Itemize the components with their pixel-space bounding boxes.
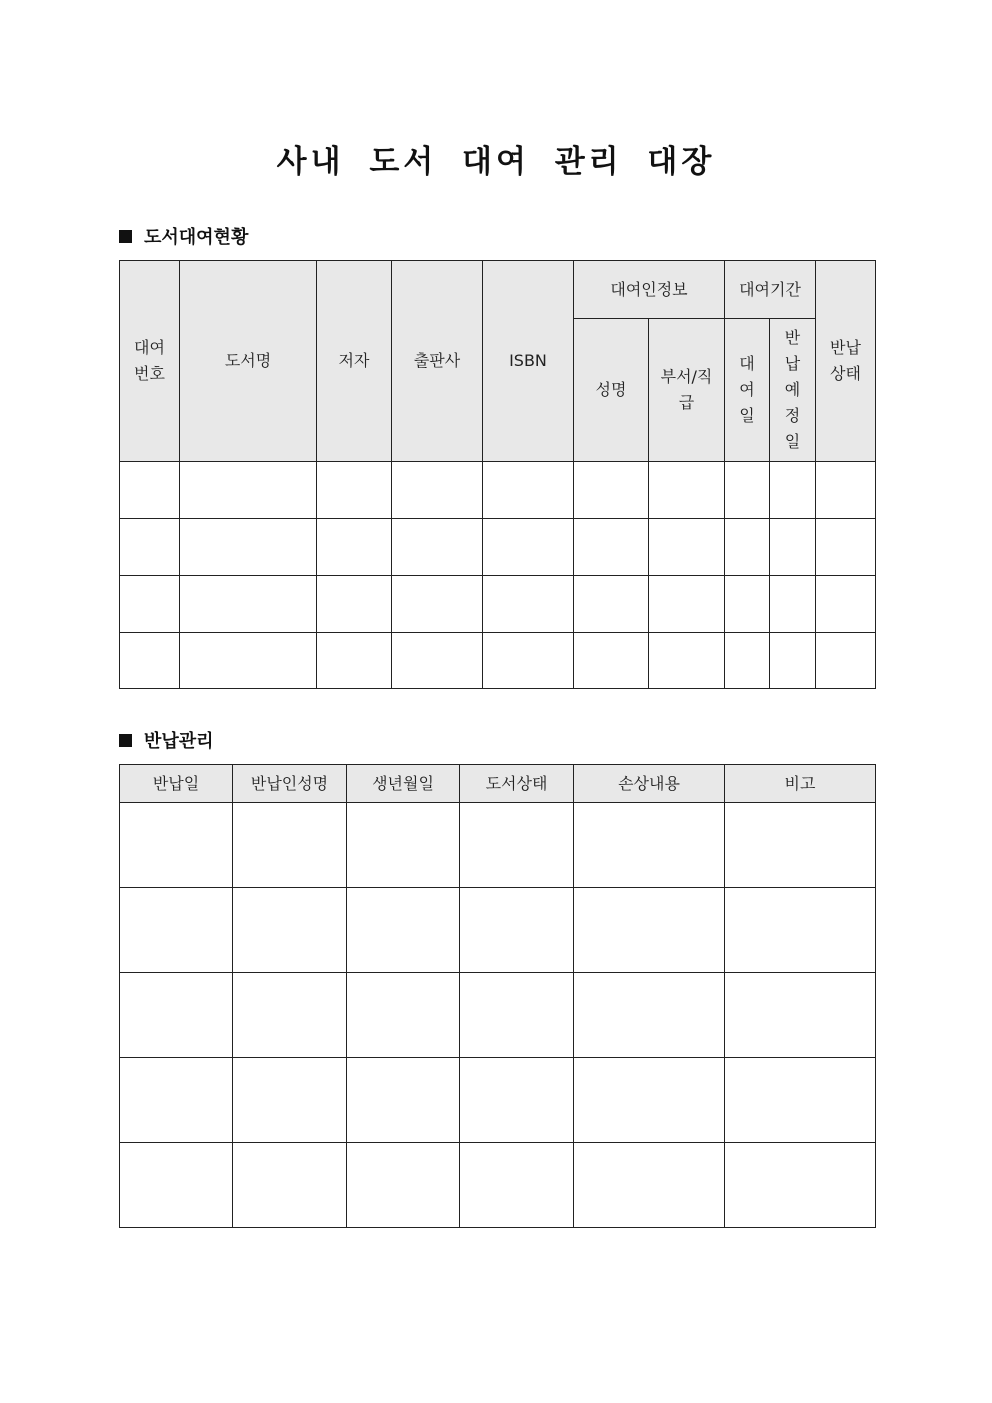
- header-rental-no: 대여번호: [120, 261, 180, 462]
- table-row: [120, 576, 876, 633]
- header-publisher: 출판사: [392, 261, 483, 462]
- header-rental-period: 대여기간: [725, 261, 816, 319]
- table-row: [120, 1058, 876, 1143]
- table-row: [120, 519, 876, 576]
- header-book-title: 도서명: [180, 261, 317, 462]
- section-heading-rental: [119, 223, 248, 249]
- header-birth-date: 생년월일: [347, 765, 460, 803]
- header-return-date: 반납일: [120, 765, 233, 803]
- table-row: [120, 1143, 876, 1228]
- square-bullet-icon: [119, 734, 132, 747]
- section-heading-return: [119, 727, 214, 753]
- table-row: [120, 633, 876, 689]
- header-due-date: 반납예정일: [770, 319, 816, 462]
- header-returner-name: 반납인성명: [233, 765, 347, 803]
- header-dept-position: 부서/직급: [649, 319, 725, 462]
- header-rent-date: 대여일: [725, 319, 770, 462]
- table-row: [120, 462, 876, 519]
- page-title: 사내 도서 대여 관리 대장: [276, 144, 716, 180]
- rental-status-table: [119, 260, 876, 689]
- header-return-status: 반납상태: [816, 261, 876, 462]
- header-author: 저자: [317, 261, 392, 462]
- header-book-condition: 도서상태: [460, 765, 574, 803]
- table-row: [120, 803, 876, 888]
- header-damage-details: 손상내용: [574, 765, 725, 803]
- table-row: [120, 888, 876, 973]
- header-isbn: ISBN: [483, 261, 574, 462]
- square-bullet-icon: [119, 230, 132, 243]
- header-borrower-info: 대여인정보: [574, 261, 725, 319]
- header-remarks: 비고: [725, 765, 876, 803]
- section-heading-rental-label: 도서대여현황: [144, 227, 249, 248]
- section-heading-return-label: 반납관리: [144, 731, 214, 752]
- return-management-table: [119, 764, 876, 1228]
- table-row: [120, 973, 876, 1058]
- header-name: 성명: [574, 319, 649, 462]
